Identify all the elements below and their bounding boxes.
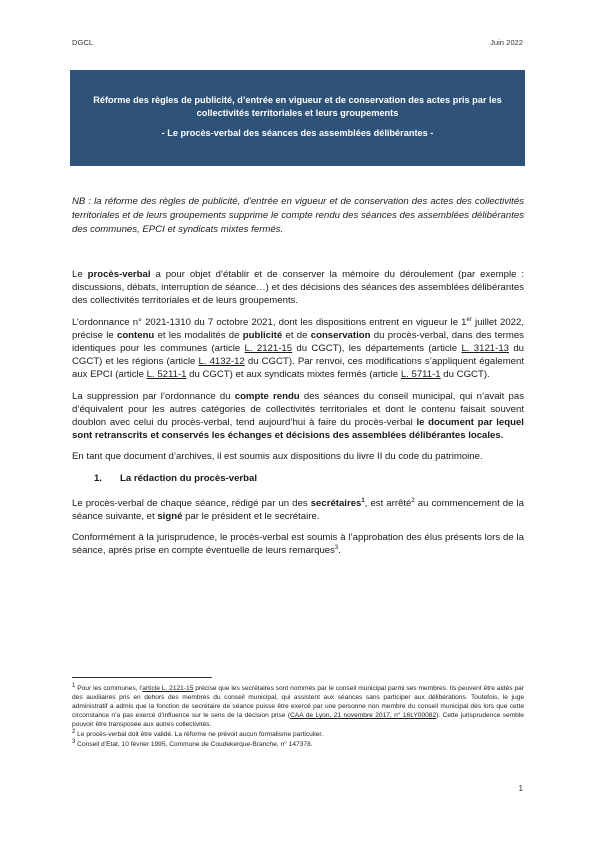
p2-text-h: du procès-verbal, dans des termes identiques pour les communes (article [72,329,524,355]
footnote-ref-2[interactable]: 2 [411,497,415,504]
footnote-2 [72,730,524,739]
p2-text-d: et les modalités de [154,329,243,341]
p2-bold-conservation: conservation [310,329,371,341]
p2-text-m: du CGCT) et aux syndicats mixtes fermés (article [186,369,401,381]
p3-bold-document: le document par lequel sont retranscrits et conservés les échanges et décisions des assemblées délibérantes locales. [72,417,524,442]
p2-text-b: juillet 2022, précise le [72,316,524,341]
footnote-separator [72,677,212,678]
footnote-3 [72,740,524,749]
footnote-3-text: Conseil d’Etat, 10 février 1995, Commune de Coudekerque-Branche, n° 147378. [75,741,313,748]
footnote-2-number: 2 [72,728,76,735]
p6-text-a: Conformément à la jurisprudence, le procès-verbal est soumis à l’approbation des élus présents lors de la séance, après prise en compte éventuelle de leurs remarques [72,532,524,557]
title-banner [70,70,525,166]
p5-text-a: Le procès-verbal de chaque séance, rédigé par un des [72,497,311,509]
paragraph-2 [72,316,524,382]
p1-text-a: Le [72,269,88,280]
p5-bold-signe: signé [157,510,183,522]
p1-text-c: a pour objet d’établir et de conserver la mémoire du déroulement (par exemple : discussions, débats, interruption de séance…) et des décisions des séances des assemblées délibérantes des collectivités territoriales et de leurs groupements. [72,269,525,307]
header-left: DGCL [72,38,94,47]
footnote-1-number: 1 [72,682,76,689]
section-heading-1 [94,472,524,485]
p3-bold-compte-rendu: compte rendu [234,390,300,402]
p2-text-k: du CGCT). Par renvoi, ces modifications s’appliquent également aux EPCI (article [72,356,525,381]
banner-subtitle: - Le procès-verbal des séances des assemblées délibérantes - [161,128,434,139]
p2-sup: er [466,316,472,323]
footnote-3-number: 3 [72,738,76,745]
p1-bold: procès-verbal [87,269,151,280]
paragraph-5 [72,497,524,523]
link-l5711-1[interactable]: L. 5711-1 [400,369,441,381]
p2-text-f: et de [282,329,311,341]
link-l5211-1[interactable]: L. 5211-1 [146,369,187,381]
p2-bold-contenu: contenu [116,329,155,341]
header-right: Juin 2022 [490,38,523,47]
p3-text-a: La suppression par l’ordonnance du [72,390,235,402]
footnote-ref-3[interactable]: 3 [334,545,339,552]
section-number: 1. [94,472,103,484]
p5-text-d: au commencement de la séance suivante, et [72,497,524,522]
p5-text-f: par le président et le secrétaire. [182,510,320,522]
body-text [72,268,524,565]
footnote-1-text-b: précise que les secrétaires sont nommés par le conseil municipal parmi ses membres. Ils peuvent être aidés par des auxiliaires pris en dehors des membres du conseil municipal, qui assistent aux séances sans participer aux délibérations. Toutefois, le juge administratif a admis que la fonction de secrétaire de séance puisse être exercé par une personne non membre du conseil municipal dès lors que cette circonstance n’a pas exercé d’influence sur le sens de la décision prise ( [72,685,524,719]
paragraph-1 [72,268,524,308]
p5-bold-secretaires: secrétaires [310,497,362,509]
footnote-2-text: Le procès-verbal doit être validé. La réforme ne prévoit aucun formalisme particulier. [75,731,324,738]
nb-note: NB : la réforme des règles de publicité, d’entrée en vigueur et de conservation des actes des collectivités territoriales et de leurs groupements supprime le compte rendu des séances des assemblées délibérantes des communes, EPCI et syndicats mixtes fermés. [72,196,524,235]
link-l2121-15[interactable]: L. 2121-15 [244,343,293,355]
paragraph-6 [72,531,524,557]
p2-text-i: du CGCT), les départements (article [292,343,462,355]
link-l3121-13[interactable]: L. 3121-13 [461,343,510,355]
paragraph-3 [72,390,524,443]
link-article-l2121-15[interactable]: article L. 2121-15 [142,685,194,692]
p5-text-c: , est arrêté [364,497,412,509]
footnote-1 [72,684,524,729]
p6-text-b: . [338,545,341,557]
p2-text-n: du CGCT). [440,369,490,381]
footnotes [72,684,524,750]
banner-title: Réforme des règles de publicité, d’entrée en vigueur et de conservation des actes pris par les collectivités territoriales et leurs groupements [93,95,502,118]
link-caa-lyon[interactable]: CAA de Lyon, 21 novembre 2017, n° 16LY00082 [290,712,437,719]
paragraph-4: En tant que document d’archives, il est soumis aux dispositions du livre II du code du patrimoine. [72,451,483,463]
p2-text-a: L’ordonnance n° 2021-1310 du 7 octobre 2021, dont les dispositions entrent en vigueur le 1 [72,316,467,328]
page-number: 1 [518,784,523,793]
section-title: La rédaction du procès-verbal [120,472,258,484]
p2-text-j: du CGCT) et les régions (article [72,343,525,368]
footnote-1-text-a: Pour les communes, l’ [75,685,143,692]
footnote-ref-1[interactable]: 1 [361,497,365,504]
p3-text-c: des séances du conseil municipal, qui n’avait pas d’équivalent pour les autres catégories de collectivités territoriales et dont le contenu faisait souvent doublon avec celui du procès-verbal, tend aujourd’hui à faire du procès-verbal [72,390,524,429]
link-l4132-12[interactable]: L. 4132-12 [198,356,245,368]
p2-bold-publicite: publicité [242,329,283,341]
footnote-1-text-c: ). Cette jurisprudence semble pouvoir être transposée aux autres collectivités. [72,712,524,728]
